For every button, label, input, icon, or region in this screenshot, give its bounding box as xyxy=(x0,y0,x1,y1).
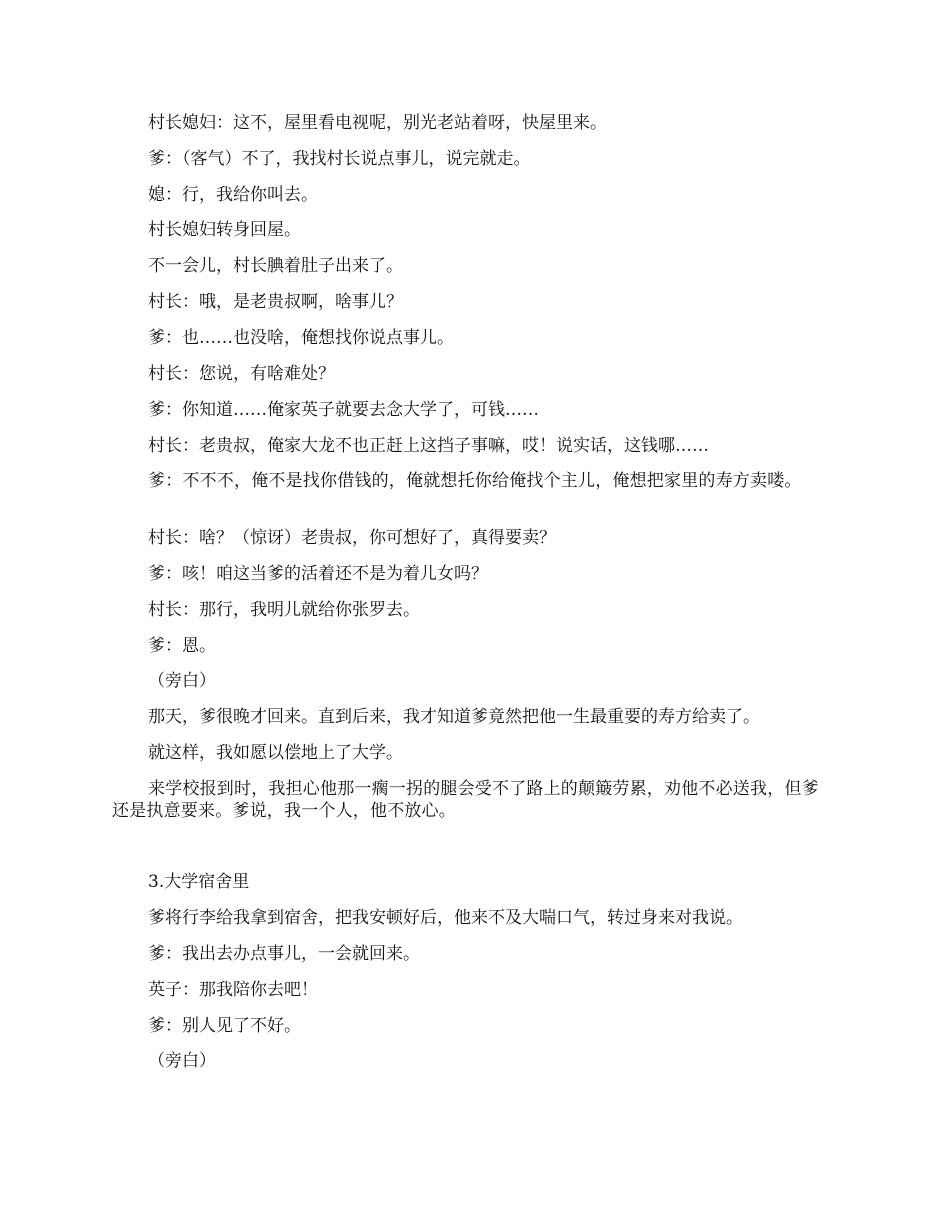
dialogue-line: 村长媳妇：这不，屋里看电视呢，别光老站着呀，快屋里来。 xyxy=(148,113,607,133)
dialogue-line: 爹：我出去办点事儿，一会就回来。 xyxy=(148,944,420,964)
narration-line: 那天，爹很晚才回来。直到后来，我才知道爹竟然把他一生最重要的寿方给卖了。 xyxy=(148,707,760,727)
dialogue-line: 村长：您说，有啥难处？ xyxy=(148,364,335,384)
narration-line: 就这样，我如愿以偿地上了大学。 xyxy=(148,743,403,763)
dialogue-line: 爹：咳！咱这当爹的活着还不是为着儿女吗？ xyxy=(148,564,488,584)
narrator-tag: （旁白） xyxy=(148,1051,216,1071)
dialogue-line: 村长：那行，我明儿就给你张罗去。 xyxy=(148,600,420,620)
dialogue-line: 爹：也……也没啥，俺想找你说点事儿。 xyxy=(148,328,454,348)
dialogue-line: 爹：恩。 xyxy=(148,636,216,656)
dialogue-line: 英子：那我陪你去吧！ xyxy=(148,980,318,1000)
narration-line: 爹将行李给我拿到宿舍，把我安顿好后，他来不及大喘口气，转过身来对我说。 xyxy=(148,908,743,928)
dialogue-line: 村长：老贵叔，俺家大龙不也正赶上这挡子事嘛，哎！说实话，这钱哪…… xyxy=(148,436,709,456)
scene-heading: 3.大学宿舍里 xyxy=(148,872,250,892)
dialogue-line: 爹：你知道……俺家英子就要去念大学了，可钱…… xyxy=(148,400,539,420)
dialogue-line: 村长：啥？（惊讶）老贵叔，你可想好了，真得要卖？ xyxy=(148,528,556,548)
narration-line: 不一会儿，村长腆着肚子出来了。 xyxy=(148,256,403,276)
narrator-tag: （旁白） xyxy=(148,671,216,691)
narration-line: 来学校报到时，我担心他那一瘸一拐的腿会受不了路上的颠簸劳累，劝他不必送我，但爹还是执意要来。爹说，我一个人，他不放心。 xyxy=(112,779,819,821)
dialogue-line: 爹：不不不，俺不是找你借钱的，俺就想托你给俺找个主儿，俺想把家里的寿方卖喽。 xyxy=(148,471,802,491)
dialogue-line: 爹：别人见了不好。 xyxy=(148,1016,301,1036)
dialogue-line: 村长：哦，是老贵叔啊，啥事儿？ xyxy=(148,292,403,312)
dialogue-line: 媳：行，我给你叫去。 xyxy=(148,185,318,205)
dialogue-line: 爹：（客气）不了，我找村长说点事儿，说完就走。 xyxy=(148,149,531,169)
narration-line: 村长媳妇转身回屋。 xyxy=(148,220,301,240)
